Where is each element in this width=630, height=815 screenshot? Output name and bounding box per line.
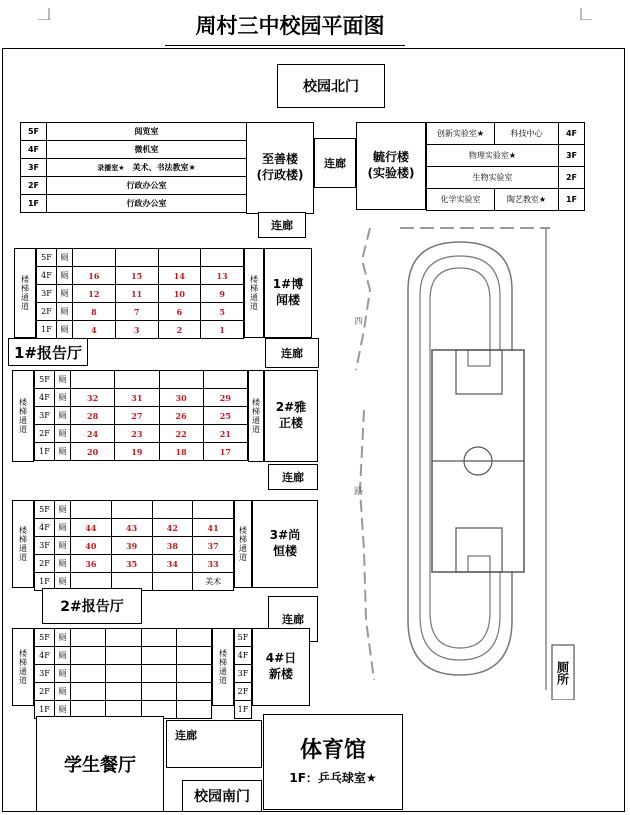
wc: 厕	[55, 425, 71, 443]
page-title: 周村三中校园平面图	[195, 14, 385, 38]
classroom	[158, 249, 201, 267]
title-underline	[165, 45, 405, 46]
classroom	[115, 371, 159, 389]
lab-floor-label: 3F	[559, 145, 585, 167]
classroom: 11	[115, 285, 158, 303]
corridor-1: 连廊	[258, 212, 306, 238]
admin-room: 阅览室	[47, 123, 247, 141]
floor-label: 5F	[35, 629, 55, 647]
building4-name: 4#日新楼	[252, 628, 310, 706]
classroom: 41	[193, 519, 234, 537]
gymnasium-title: 体育馆	[299, 738, 366, 763]
classroom	[73, 249, 116, 267]
classroom: 16	[73, 267, 116, 285]
classroom: 7	[115, 303, 158, 321]
student-canteen: 学生餐厅	[36, 716, 164, 812]
classroom: 14	[158, 267, 201, 285]
crop-mark-top-right	[580, 8, 592, 20]
building1-name: 1#博闻楼	[264, 248, 312, 338]
lab-room: 生物实验室	[427, 167, 559, 189]
floor-label: 2F	[235, 683, 252, 701]
building1-stair-left: 楼梯通道	[14, 248, 36, 338]
classroom: 27	[115, 407, 159, 425]
corridor-4: 连廊	[268, 596, 318, 642]
classroom: 4	[73, 321, 116, 339]
building4-stair-left: 楼梯通道	[12, 628, 34, 706]
south-gate: 校园南门	[182, 780, 262, 812]
corridor-2: 连廊	[265, 338, 319, 368]
wc: 厕	[57, 249, 73, 267]
classroom	[71, 501, 112, 519]
wc: 厕	[55, 443, 71, 461]
lecture-hall-1: 1#报告厅	[8, 338, 88, 366]
admin-room: 微机室	[47, 141, 247, 159]
wc: 厕	[57, 267, 73, 285]
floor-label: 1F	[235, 701, 252, 719]
floor-label: 1F	[35, 701, 55, 719]
classroom: 8	[73, 303, 116, 321]
road-label-lu: 路	[354, 487, 364, 497]
classroom: 18	[159, 443, 203, 461]
road-edge-lower	[360, 410, 374, 680]
classroom: 12	[73, 285, 116, 303]
lab-building-title: 毓行楼	[372, 150, 409, 165]
wc: 厕	[55, 389, 71, 407]
admin-floor-label: 3F	[21, 159, 47, 177]
lab-floor-label: 2F	[559, 167, 585, 189]
building1-stair-right: 楼梯通道	[244, 248, 264, 338]
lab-building-floors	[426, 122, 585, 211]
classroom: 21	[203, 425, 247, 443]
classroom: 9	[201, 285, 244, 303]
classroom: 20	[71, 443, 115, 461]
lab-room: 物理实验室★	[427, 145, 559, 167]
road-edge-outer	[356, 228, 370, 370]
sports-field-map	[340, 220, 585, 700]
classroom	[152, 573, 193, 591]
lab-building-name	[356, 122, 426, 210]
wc: 厕	[55, 647, 71, 665]
classroom: 10	[158, 285, 201, 303]
floor-label: 2F	[37, 303, 57, 321]
floor-label: 2F	[35, 683, 55, 701]
classroom: 5	[201, 303, 244, 321]
floor-label: 4F	[235, 647, 252, 665]
wc: 厕	[55, 537, 71, 555]
admin-room: 行政办公室	[47, 195, 247, 213]
lab-room: 陶艺教室★	[495, 189, 559, 211]
admin-room: 行政办公室	[47, 177, 247, 195]
classroom: 44	[71, 519, 112, 537]
classroom: 35	[111, 555, 152, 573]
north-gate: 校园北门	[277, 64, 385, 108]
floor-label: 3F	[35, 537, 55, 555]
classroom: 25	[203, 407, 247, 425]
floor-label: 1F	[37, 321, 57, 339]
classroom: 23	[115, 425, 159, 443]
lab-room: 化学实验室	[427, 189, 495, 211]
classroom: 26	[159, 407, 203, 425]
floor-label: 3F	[35, 665, 55, 683]
building2-stair-left: 楼梯通道	[12, 370, 34, 462]
admin-building-subtitle: (行政楼)	[256, 168, 304, 182]
floor-label: 1F	[35, 573, 55, 591]
building3-stair-left: 楼梯通道	[12, 500, 34, 588]
classroom	[203, 371, 247, 389]
classroom: 2	[158, 321, 201, 339]
art-room: 美术	[193, 573, 234, 591]
classroom: 13	[201, 267, 244, 285]
classroom: 32	[71, 389, 115, 407]
gymnasium	[263, 714, 403, 810]
floor-label: 3F	[235, 665, 252, 683]
toilet-block-label: 厕所	[555, 661, 570, 685]
wc: 厕	[55, 519, 71, 537]
building3-classrooms	[34, 500, 234, 591]
classroom: 30	[159, 389, 203, 407]
admin-room: 美术、书法教室★	[132, 162, 196, 172]
wc: 厕	[55, 501, 71, 519]
wc: 厕	[55, 701, 71, 719]
classroom	[115, 249, 158, 267]
admin-floor-label: 4F	[21, 141, 47, 159]
building3-stair-right: 楼梯通道	[234, 500, 252, 588]
floor-label: 3F	[37, 285, 57, 303]
building1-classrooms	[36, 248, 244, 339]
floor-label: 5F	[35, 501, 55, 519]
wc: 厕	[57, 285, 73, 303]
floor-label: 2F	[35, 425, 55, 443]
wc: 厕	[55, 371, 71, 389]
classroom: 43	[111, 519, 152, 537]
classroom: 36	[71, 555, 112, 573]
lecture-hall-2: 2#报告厅	[42, 588, 142, 624]
wc: 厕	[57, 321, 73, 339]
classroom: 22	[159, 425, 203, 443]
building4-classrooms	[34, 628, 212, 719]
building4-stair-right: 楼梯通道	[212, 628, 234, 706]
floor-label: 5F	[37, 249, 57, 267]
lab-floor-label: 4F	[559, 123, 585, 145]
classroom	[193, 501, 234, 519]
lab-floor-label: 1F	[559, 189, 585, 211]
floor-label: 4F	[35, 389, 55, 407]
classroom: 3	[115, 321, 158, 339]
building3-name: 3#尚恒楼	[252, 500, 318, 588]
building4-side-column	[234, 628, 252, 719]
admin-floor-label: 1F	[21, 195, 47, 213]
admin-recording-room: 录播室★	[97, 163, 125, 172]
classroom: 38	[152, 537, 193, 555]
admin-building-name	[246, 122, 314, 214]
classroom: 24	[71, 425, 115, 443]
floor-label: 5F	[235, 629, 252, 647]
classroom	[159, 371, 203, 389]
classroom: 29	[203, 389, 247, 407]
building2-classrooms	[34, 370, 248, 461]
classroom: 33	[193, 555, 234, 573]
wc: 厕	[57, 303, 73, 321]
admin-building-floors	[20, 122, 247, 213]
admin-floor-label: 5F	[21, 123, 47, 141]
classroom: 6	[158, 303, 201, 321]
classroom: 39	[111, 537, 152, 555]
floor-label: 3F	[35, 407, 55, 425]
wc: 厕	[55, 573, 71, 591]
corridor-5: 连廊	[166, 720, 262, 768]
classroom	[152, 501, 193, 519]
corridor-3: 连廊	[268, 464, 318, 490]
classroom: 31	[115, 389, 159, 407]
admin-floor-label: 2F	[21, 177, 47, 195]
gymnasium-note: 1F：乒乓球室★	[289, 771, 377, 785]
classroom: 17	[203, 443, 247, 461]
floor-label: 2F	[35, 555, 55, 573]
classroom: 42	[152, 519, 193, 537]
wc: 厕	[55, 555, 71, 573]
floor-label: 4F	[37, 267, 57, 285]
floor-label: 1F	[35, 443, 55, 461]
road-label-west: 西	[354, 317, 364, 327]
classroom: 37	[193, 537, 234, 555]
building2-stair-right: 楼梯通道	[248, 370, 264, 462]
lab-building-subtitle: (实验楼)	[367, 166, 415, 180]
wc: 厕	[55, 683, 71, 701]
floor-label: 4F	[35, 647, 55, 665]
classroom	[71, 371, 115, 389]
lab-room: 创新实验室★	[427, 123, 495, 145]
classroom	[111, 501, 152, 519]
crop-mark-top-left	[38, 8, 50, 20]
floor-label: 4F	[35, 519, 55, 537]
classroom: 34	[152, 555, 193, 573]
classroom: 15	[115, 267, 158, 285]
wc: 厕	[55, 407, 71, 425]
corridor-admin-lab: 连廊	[314, 138, 356, 188]
classroom	[201, 249, 244, 267]
wc: 厕	[55, 629, 71, 647]
building2-name: 2#雅正楼	[264, 370, 318, 462]
classroom: 19	[115, 443, 159, 461]
classroom: 40	[71, 537, 112, 555]
classroom: 1	[201, 321, 244, 339]
floor-label: 5F	[35, 371, 55, 389]
lab-room: 科技中心	[495, 123, 559, 145]
wc: 厕	[55, 665, 71, 683]
classroom: 28	[71, 407, 115, 425]
admin-room-row-3f	[47, 159, 247, 177]
admin-building-title: 至善楼	[261, 152, 298, 167]
